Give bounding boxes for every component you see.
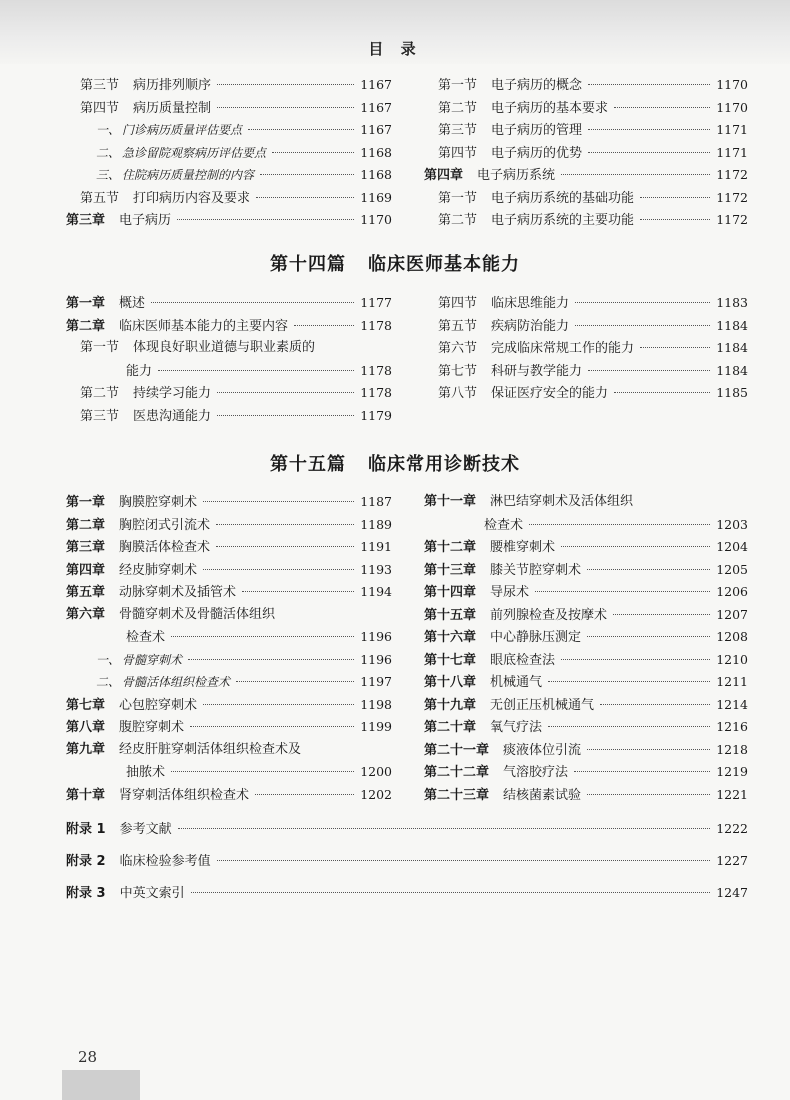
part-15-heading: [0, 450, 790, 476]
toc-entry-title: 电子病历系统的主要功能: [491, 213, 635, 228]
appendix-title: 中英文索引: [119, 886, 185, 901]
toc-entry-page: 1210: [716, 651, 748, 667]
toc-entry-page: 1208: [716, 629, 748, 644]
toc-entry[interactable]: [424, 716, 748, 738]
toc-entry-title: 气溶胶疗法: [503, 765, 569, 780]
dot-leader: [588, 370, 710, 371]
toc-entry-title: 淋巴结穿刺术及活体组织: [490, 494, 634, 509]
toc-entry-title: 动脉穿刺术及插管术: [119, 585, 237, 600]
toc-entry[interactable]: [424, 604, 748, 626]
toc-entry-title: 概述: [119, 296, 146, 311]
toc-entry[interactable]: [96, 671, 392, 693]
dot-leader: [574, 771, 710, 772]
appendix-entry[interactable]: [66, 882, 748, 904]
toc-entry-page: 1218: [716, 741, 748, 757]
toc-entry[interactable]: [96, 164, 392, 186]
toc-entry-label: 第八节: [438, 386, 478, 401]
toc-entry[interactable]: [438, 292, 748, 314]
dot-leader: [158, 370, 354, 371]
toc-entry[interactable]: [66, 514, 392, 536]
toc-entry-title: 胸膜活体检查术: [119, 540, 211, 555]
toc-entry-label: 第七章: [66, 697, 106, 713]
toc-entry-page: 1167: [360, 122, 392, 137]
toc-entry-title: 前列腺检查及按摩术: [490, 607, 608, 623]
toc-entry-label: 二、: [96, 145, 121, 160]
appendix-title: 临床检验参考值: [119, 854, 211, 869]
toc-entry[interactable]: [66, 716, 392, 738]
toc-entry[interactable]: [126, 360, 392, 382]
toc-entry-page: 1204: [716, 539, 748, 554]
dot-leader: [177, 219, 354, 220]
dot-leader: [548, 726, 710, 727]
dot-leader: [248, 129, 354, 130]
toc-entry-title: 住院病历质量控制的内容: [122, 168, 255, 182]
toc-entry-title: 经皮肺穿刺术: [119, 562, 198, 578]
toc-entry[interactable]: [126, 626, 392, 648]
dot-leader: [256, 197, 354, 198]
toc-entry-page: 1205: [716, 561, 748, 577]
toc-entry-title: 心包腔穿刺术: [119, 697, 198, 713]
toc-entry-label: 第五节: [438, 318, 478, 334]
toc-entry[interactable]: [96, 119, 392, 141]
toc-entry-title: 科研与教学能力: [491, 363, 583, 379]
toc-entry-label: 第五节: [80, 190, 120, 206]
toc-entry-title: 眼底检查法: [490, 652, 556, 668]
toc-entry[interactable]: [80, 187, 392, 209]
toc-entry-page: 1196: [360, 651, 392, 667]
toc-entry-label: 第二十二章: [424, 765, 490, 780]
toc-entry-page: 1189: [360, 516, 392, 532]
toc-entry[interactable]: [66, 209, 392, 231]
appendix-title: 参考文献: [119, 822, 172, 837]
toc-entry-title: 肾穿刺活体组织检查术: [119, 787, 250, 803]
toc-entry-title: 腹腔穿刺术: [119, 720, 185, 735]
toc-entry-label: 第二章: [66, 318, 106, 334]
dot-leader: [217, 107, 354, 108]
toc-entry-label: 第九章: [66, 741, 106, 757]
toc-entry-page: 1207: [716, 606, 748, 622]
dot-leader: [203, 704, 354, 705]
toc-entry[interactable]: [96, 649, 392, 671]
toc-entry-label: 第十八章: [424, 675, 477, 690]
toc-entry[interactable]: [438, 315, 748, 337]
toc-entry-page: 1168: [360, 167, 392, 182]
toc-entry-page: 1206: [716, 584, 748, 599]
toc-entry-title: 电子病历系统: [477, 168, 556, 183]
toc-entry-label: 第十章: [66, 787, 106, 803]
appendix-page: 1227: [716, 853, 748, 868]
toc-entry-label: 第二十三章: [424, 787, 490, 803]
toc-entry[interactable]: [438, 337, 748, 359]
toc-entry-label: 第十五章: [424, 607, 477, 623]
toc-entry-page: 1183: [716, 295, 748, 310]
toc-entry-title: 病历排列顺序: [133, 78, 212, 93]
dot-leader: [217, 84, 354, 85]
toc-entry-label: 第十二章: [424, 540, 477, 555]
toc-entry[interactable]: [96, 142, 392, 164]
dot-leader: [151, 302, 354, 303]
toc-entry-label: 第十七章: [424, 652, 477, 668]
toc-entry-label: 二、: [96, 675, 121, 689]
toc-entry-label: 第四节: [80, 100, 120, 116]
toc-entry-page: 1194: [360, 584, 392, 599]
toc-entry-page: 1211: [716, 674, 748, 689]
toc-entry[interactable]: [66, 784, 392, 806]
toc-entry-page: 1172: [716, 212, 748, 227]
dot-leader: [171, 636, 354, 637]
toc-entry-page: 1216: [716, 719, 748, 734]
dot-leader: [587, 749, 710, 750]
toc-entry-title: 氧气疗法: [490, 720, 543, 735]
appendix-page: 1222: [716, 821, 748, 836]
toc-entry-title: 痰液体位引流: [503, 742, 582, 758]
toc-entry[interactable]: [66, 491, 392, 513]
toc-entry-title: 无创正压机械通气: [490, 697, 595, 713]
toc-entry-label: 一、: [96, 123, 121, 137]
dot-leader: [587, 794, 710, 795]
toc-entry[interactable]: [438, 74, 748, 96]
dot-leader: [588, 129, 710, 130]
toc-entry-title: 抽脓术: [126, 765, 166, 780]
toc-entry[interactable]: [438, 119, 748, 141]
toc-entry-title: 临床思维能力: [491, 296, 570, 311]
dot-leader: [548, 681, 710, 682]
dot-leader: [260, 174, 354, 175]
toc-entry-page: 1184: [716, 362, 748, 378]
toc-entry-page: 1203: [716, 516, 748, 532]
toc-entry[interactable]: [66, 536, 392, 558]
toc-entry-label: 第四章: [424, 168, 464, 183]
toc-entry-label: 第一节: [438, 190, 478, 206]
toc-entry-page: 1167: [360, 99, 392, 115]
toc-entry-page: 1169: [360, 189, 392, 205]
toc-entry-page: 1185: [716, 385, 748, 400]
toc-entry-label: 第四节: [438, 145, 478, 161]
part-14-name: 临床医师基本能力: [368, 254, 520, 275]
toc-entry-label: 第一章: [66, 495, 106, 510]
toc-entry-title: 骨髓穿刺术: [122, 652, 183, 667]
toc-entry[interactable]: [424, 536, 748, 558]
dot-leader: [640, 197, 710, 198]
dot-leader: [191, 892, 711, 893]
dot-leader: [587, 636, 710, 637]
toc-entry[interactable]: [424, 784, 748, 806]
toc-entry[interactable]: [126, 761, 392, 783]
toc-entry-page: 1167: [360, 77, 392, 92]
dot-leader: [190, 726, 354, 727]
toc-entry-title: 机械通气: [490, 675, 543, 690]
toc-entry-title: 检查术: [126, 630, 166, 645]
toc-entry-label: 第七节: [438, 363, 478, 379]
toc-entry-label: 一、: [96, 652, 121, 667]
part-14-heading: [0, 250, 790, 276]
toc-entry-title: 胸膜腔穿刺术: [119, 495, 198, 510]
toc-entry-title: 电子病历的基本要求: [491, 100, 609, 116]
toc-entry-title: 能力: [126, 363, 153, 379]
toc-entry-title: 经皮肝脏穿刺活体组织检查术及: [119, 741, 302, 757]
toc-entry[interactable]: [484, 514, 748, 536]
toc-entry-page: 1187: [360, 494, 392, 509]
toc-entry-label: 第一章: [66, 296, 106, 311]
toc-entry-label: 第十一章: [424, 494, 477, 509]
dot-leader: [217, 392, 354, 393]
toc-entry-page: 1191: [360, 539, 392, 554]
toc-entry-page: 1219: [716, 764, 748, 779]
toc-entry-label: 第四章: [66, 562, 106, 578]
dot-leader: [561, 546, 710, 547]
toc-entry-title: 门诊病历质量评估要点: [122, 123, 243, 137]
toc-entry-label: 第三章: [66, 540, 106, 555]
toc-entry-label: 第三节: [80, 78, 120, 93]
toc-entry-label: 第十四章: [424, 585, 477, 600]
toc-entry-title: 导尿术: [490, 585, 530, 600]
toc-entry-label: 第三节: [438, 123, 478, 138]
toc-entry-page: 1221: [716, 786, 748, 802]
toc-entry-title: 检查术: [484, 517, 524, 533]
toc-entry-page: 1199: [360, 719, 392, 734]
toc-entry-page: 1196: [360, 629, 392, 644]
toc-entry[interactable]: [80, 97, 392, 119]
toc-entry[interactable]: [66, 694, 392, 716]
toc-entry[interactable]: [80, 337, 392, 359]
toc-entry-page: 1171: [716, 122, 748, 137]
dot-leader: [236, 681, 354, 682]
toc-entry-label: 第三节: [80, 408, 120, 424]
part-14-number: 第十四篇: [270, 254, 346, 275]
toc-entry[interactable]: [66, 559, 392, 581]
toc-entry[interactable]: [424, 671, 748, 693]
dot-leader: [535, 591, 710, 592]
toc-entry-label: 三、: [96, 168, 121, 182]
toc-entry[interactable]: [424, 649, 748, 671]
dot-leader: [171, 771, 354, 772]
toc-entry-page: 1198: [360, 696, 392, 712]
dot-leader: [242, 591, 354, 592]
dot-leader: [613, 614, 710, 615]
dot-leader: [529, 524, 710, 525]
dot-leader: [600, 704, 710, 705]
dot-leader: [216, 546, 354, 547]
toc-entry[interactable]: [424, 164, 748, 186]
dot-leader: [588, 84, 710, 85]
toc-entry-label: 第二十章: [424, 720, 477, 735]
toc-entry-page: 1177: [360, 295, 392, 310]
dot-leader: [294, 325, 354, 326]
toc-entry-title: 胸腔闭式引流术: [119, 517, 211, 533]
toc-entry-page: 1168: [360, 144, 392, 160]
toc-entry-page: 1170: [716, 99, 748, 115]
toc-entry[interactable]: [438, 187, 748, 209]
toc-entry-label: 第二节: [80, 386, 120, 401]
toc-entry-title: 电子病历: [119, 213, 172, 228]
dot-leader: [217, 860, 711, 861]
toc-entry-page: 1202: [360, 786, 392, 802]
toc-entry[interactable]: [438, 209, 748, 231]
toc-entry-label: 第五章: [66, 585, 106, 600]
dot-leader: [178, 828, 711, 829]
dot-leader: [203, 501, 354, 502]
dot-leader: [575, 325, 710, 326]
toc-entry-title: 保证医疗安全的能力: [491, 386, 609, 401]
dot-leader: [255, 794, 354, 795]
toc-entry-label: 第一节: [438, 78, 478, 93]
toc-entry[interactable]: [438, 97, 748, 119]
dot-leader: [587, 569, 710, 570]
toc-entry-title: 临床医师基本能力的主要内容: [119, 318, 289, 334]
toc-entry-title: 电子病历的管理: [491, 123, 583, 138]
toc-entry[interactable]: [66, 739, 392, 761]
dot-leader: [640, 219, 710, 220]
toc-entry-label: 第二节: [438, 213, 478, 228]
toc-entry-page: 1170: [360, 212, 392, 227]
dot-leader: [575, 302, 710, 303]
toc-entry-title: 病历质量控制: [133, 100, 212, 116]
toc-entry-title: 完成临床常规工作的能力: [491, 341, 635, 356]
toc-entry-label: 第六节: [438, 341, 478, 356]
toc-entry[interactable]: [424, 739, 748, 761]
toc-entry[interactable]: [80, 405, 392, 427]
toc-entry-page: 1172: [716, 189, 748, 205]
toc-entry[interactable]: [424, 626, 748, 648]
dot-leader: [203, 569, 354, 570]
toc-entry-label: 第十六章: [424, 630, 477, 645]
dot-leader: [614, 107, 710, 108]
toc-entry[interactable]: [66, 604, 392, 626]
toc-entry[interactable]: [424, 559, 748, 581]
appendix-label: 附录 2: [66, 854, 106, 869]
toc-entry-title: 中心静脉压测定: [490, 630, 582, 645]
toc-entry[interactable]: [66, 315, 392, 337]
toc-entry-label: 第四节: [438, 296, 478, 311]
toc-entry-title: 膝关节腔穿刺术: [490, 562, 582, 578]
toc-entry-label: 第二节: [438, 100, 478, 116]
dot-leader: [561, 174, 710, 175]
toc-entry-page: 1170: [716, 77, 748, 92]
dot-leader: [216, 524, 354, 525]
toc-entry[interactable]: [424, 581, 748, 603]
toc-entry-title: 电子病历的概念: [491, 78, 583, 93]
toc-entry-label: 第二章: [66, 517, 106, 533]
toc-entry-label: 第八章: [66, 720, 106, 735]
toc-entry-title: 骨髓活体组织检查术: [122, 675, 231, 689]
dot-leader: [217, 415, 354, 416]
toc-entry-title: 骨髓穿刺术及骨髓活体组织: [119, 606, 276, 622]
page-number: 28: [78, 1048, 98, 1066]
appendix-label: 附录 1: [66, 822, 106, 837]
toc-entry[interactable]: [80, 74, 392, 96]
dot-leader: [640, 347, 710, 348]
corner-decoration: [62, 1070, 140, 1100]
dot-leader: [272, 152, 354, 153]
toc-entry[interactable]: [438, 360, 748, 382]
toc-entry-title: 急诊留院观察病历评估要点: [122, 145, 267, 160]
dot-leader: [188, 659, 354, 660]
toc-entry[interactable]: [66, 581, 392, 603]
toc-entry-title: 腰椎穿刺术: [490, 540, 556, 555]
toc-entry-title: 持续学习能力: [133, 386, 212, 401]
toc-entry[interactable]: [438, 142, 748, 164]
toc-entry-label: 第三章: [66, 213, 106, 228]
appendix-entry[interactable]: [66, 818, 748, 840]
toc-entry-label: 第二十一章: [424, 742, 490, 758]
toc-entry-title: 医患沟通能力: [133, 408, 212, 424]
toc-entry[interactable]: [66, 292, 392, 314]
part-15-number: 第十五篇: [270, 454, 346, 475]
toc-entry-page: 1197: [360, 674, 392, 689]
toc-entry-title: 体现良好职业道德与职业素质的: [133, 340, 316, 355]
toc-entry-title: 打印病历内容及要求: [133, 190, 251, 206]
toc-entry[interactable]: [424, 761, 748, 783]
toc-entry[interactable]: [438, 382, 748, 404]
appendix-entry[interactable]: [66, 850, 748, 872]
toc-entry[interactable]: [424, 491, 748, 513]
toc-entry-page: 1184: [716, 317, 748, 333]
toc-entry-title: 结核菌素试验: [503, 787, 582, 803]
part-15-name: 临床常用诊断技术: [368, 454, 520, 475]
toc-entry-page: 1214: [716, 696, 748, 712]
toc-entry-label: 第十九章: [424, 697, 477, 713]
toc-entry-page: 1200: [360, 764, 392, 779]
appendix-label: 附录 3: [66, 886, 106, 901]
toc-entry-page: 1178: [360, 385, 392, 400]
dot-leader: [588, 152, 710, 153]
toc-entry-label: 第六章: [66, 606, 106, 622]
toc-entry-page: 1193: [360, 561, 392, 577]
toc-entry-page: 1178: [360, 317, 392, 333]
toc-entry-title: 电子病历的优势: [491, 145, 583, 161]
appendix-page: 1247: [716, 885, 748, 900]
toc-entry-label: 第一节: [80, 340, 120, 355]
dot-leader: [614, 392, 710, 393]
toc-entry[interactable]: [80, 382, 392, 404]
toc-entry-page: 1172: [716, 167, 748, 182]
toc-entry-title: 电子病历系统的基础功能: [491, 190, 635, 206]
toc-entry-page: 1178: [360, 362, 392, 378]
toc-entry-label: 第十三章: [424, 562, 477, 578]
toc-entry-page: 1171: [716, 144, 748, 160]
toc-entry-title: 疾病防治能力: [491, 318, 570, 334]
dot-leader: [561, 659, 710, 660]
toc-entry[interactable]: [424, 694, 748, 716]
toc-entry-page: 1179: [360, 407, 392, 423]
page-header-title: 目 录: [368, 40, 422, 58]
toc-entry-page: 1184: [716, 340, 748, 355]
